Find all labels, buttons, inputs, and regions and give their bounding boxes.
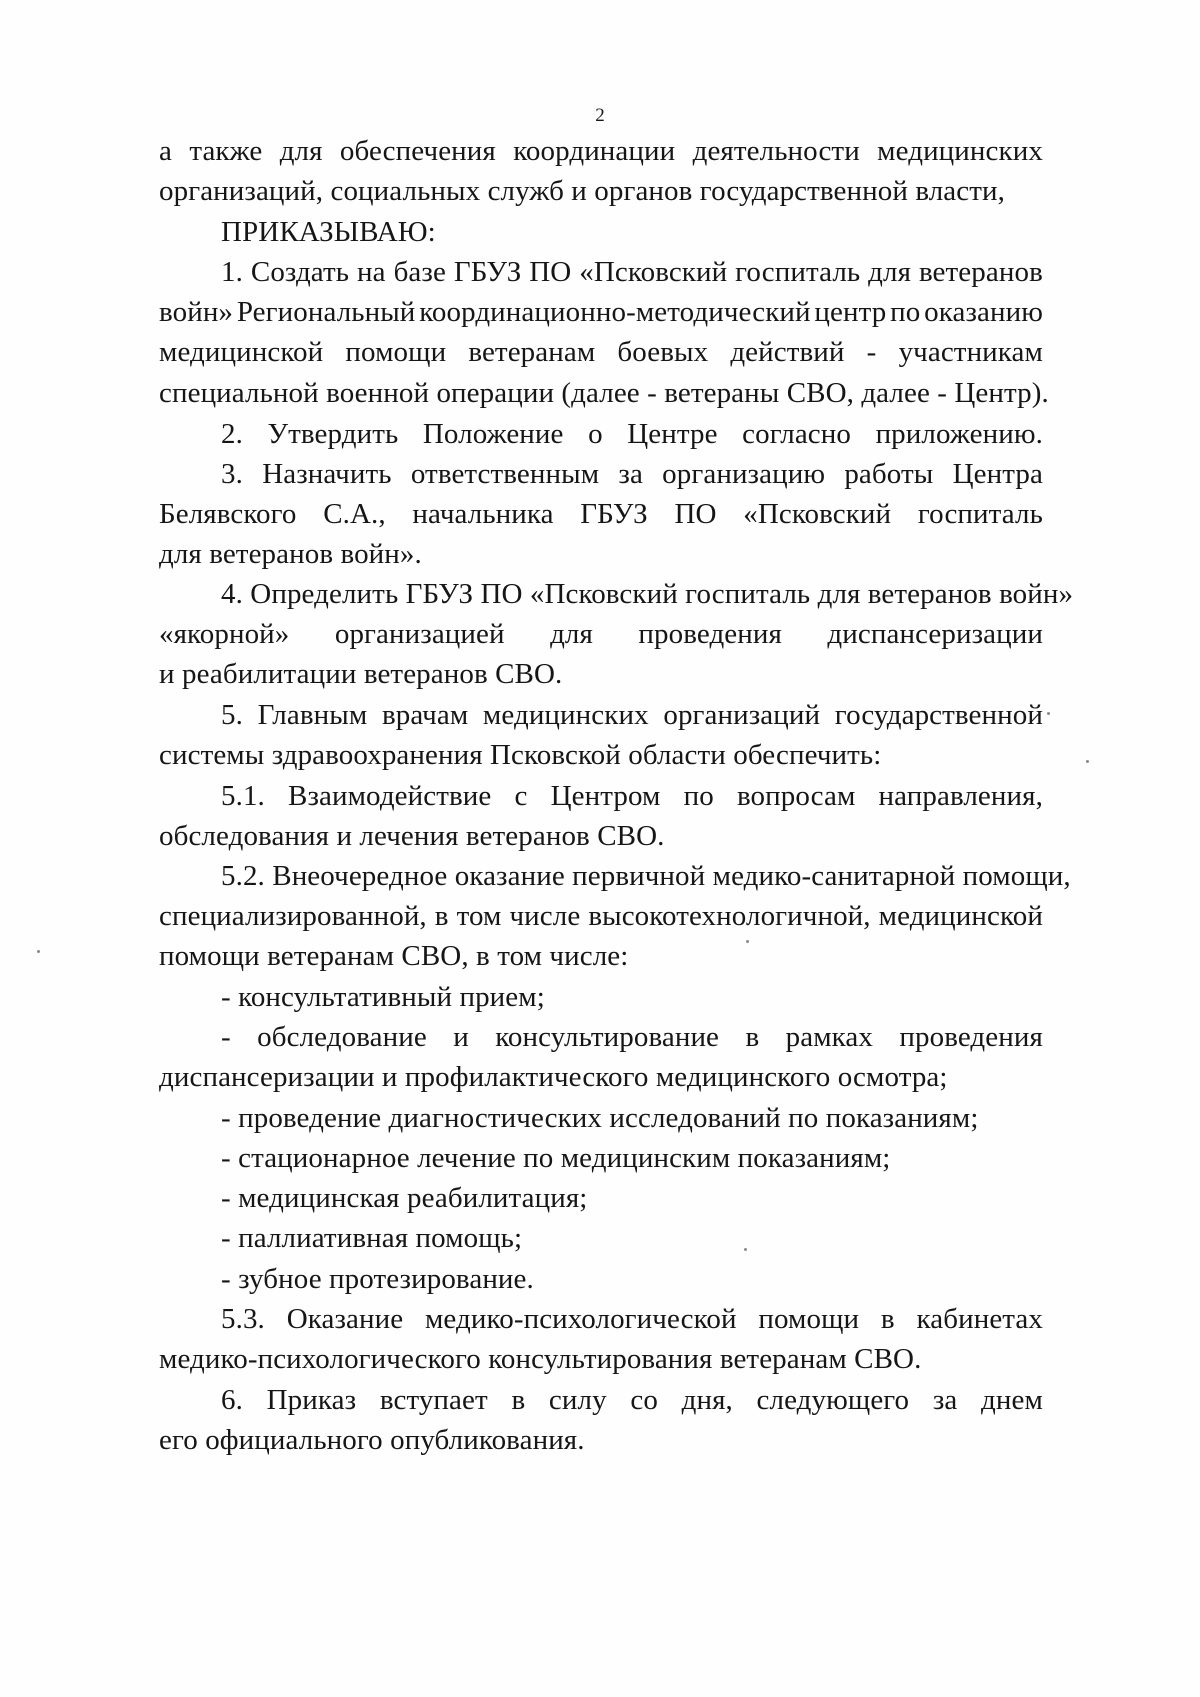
word: проведения: [638, 618, 782, 650]
word: направления,: [878, 780, 1043, 812]
word: врачам: [381, 699, 469, 731]
word: Центра: [952, 458, 1043, 490]
word: работы: [844, 458, 934, 490]
word: организаций: [663, 699, 821, 731]
word: войн»: [159, 296, 234, 328]
word: по: [890, 296, 921, 328]
list-item-consultation: - консультативный прием;: [221, 981, 545, 1013]
word: 5.3.: [221, 1303, 265, 1335]
list-item-examination-line-2: диспансеризации и профилактического медицинского осмотра;: [159, 1061, 948, 1093]
item-6-line-2: его официального опубликования.: [159, 1424, 585, 1456]
word: специализированной,: [159, 900, 427, 932]
word: госпиталь: [735, 256, 861, 288]
item-2-line-1: [221, 416, 1043, 452]
word: согласно: [742, 418, 851, 450]
word: действий: [730, 336, 845, 368]
word: за: [932, 1384, 958, 1416]
word: о: [588, 418, 603, 450]
word: координации: [513, 135, 676, 167]
scan-speck: [744, 1248, 747, 1251]
word: Создать: [250, 256, 350, 288]
item-1-line-1: [221, 254, 1043, 290]
item-1-line-2: [159, 294, 1043, 330]
word: государственной: [834, 699, 1043, 731]
item-5-2-line-3: помощи ветеранам СВО, в том числе:: [159, 940, 629, 972]
word: госпиталь: [917, 498, 1043, 530]
word: рамках: [785, 1021, 873, 1053]
list-item-rehabilitation: - медицинская реабилитация;: [221, 1182, 588, 1214]
item-4-line-1: 4. Определить ГБУЗ ПО «Псковский госпиталь для ветеранов войн»: [221, 578, 1074, 610]
word: приложению.: [875, 418, 1043, 450]
word: за: [618, 458, 643, 490]
item-3-line-1: [221, 456, 1043, 492]
item-6-line-1: [221, 1382, 1043, 1418]
word: с: [514, 780, 528, 812]
preamble-line-1: [159, 133, 1043, 169]
item-5-3-line-1: [221, 1301, 1043, 1337]
word: медицинских: [877, 135, 1043, 167]
word: деятельности: [692, 135, 860, 167]
word: обследование: [257, 1021, 427, 1053]
word: боевых: [617, 336, 709, 368]
word: вопросам: [736, 780, 856, 812]
word: помощи: [345, 336, 447, 368]
scan-speck: [1047, 712, 1050, 715]
word: для: [279, 135, 323, 167]
word: ПО: [529, 256, 572, 288]
item-5-2-line-1: 5.2. Внеочередное оказание первичной медико-санитарной помощи,: [221, 860, 1071, 892]
word: координационно-методический: [419, 296, 811, 328]
item-1-line-3: [159, 334, 1043, 370]
word: Центре: [627, 418, 718, 450]
word: дня,: [681, 1384, 733, 1416]
word: обеспечения: [339, 135, 496, 167]
word: в: [880, 1303, 895, 1335]
word: 1.: [221, 256, 243, 288]
scan-speck: [37, 950, 40, 953]
list-item-palliative: - паллиативная помощь;: [221, 1222, 523, 1254]
word: помощи: [758, 1303, 860, 1335]
word: для: [868, 256, 912, 288]
item-4-line-3: и реабилитации ветеранов СВО.: [159, 658, 563, 690]
word: диспансеризации: [827, 618, 1043, 650]
word: 5.1.: [221, 780, 265, 812]
word: медицинской: [878, 900, 1043, 932]
word: проведения: [899, 1021, 1043, 1053]
word: Утвердить: [267, 418, 399, 450]
list-item-dental: - зубное протезирование.: [221, 1263, 534, 1295]
word: «якорной»: [159, 618, 290, 650]
word: кабинетах: [916, 1303, 1043, 1335]
word: Оказание: [286, 1303, 404, 1335]
word: а: [159, 135, 172, 167]
word: Центром: [550, 780, 661, 812]
word: «Псковский: [743, 498, 892, 530]
word: и: [453, 1021, 469, 1053]
word: -: [221, 1021, 231, 1053]
item-5-line-1: [221, 697, 1043, 733]
word: со: [630, 1384, 658, 1416]
word: медико-психологической: [424, 1303, 737, 1335]
word: -: [866, 336, 877, 368]
word: следующего: [756, 1384, 910, 1416]
item-5-2-line-2: [159, 898, 1043, 934]
word: силу: [548, 1384, 607, 1416]
word: организацию: [662, 458, 826, 490]
word: консультирование: [495, 1021, 720, 1053]
word: Белявского: [159, 498, 297, 530]
word: медицинских: [482, 699, 649, 731]
list-item-examination-line-1: [221, 1019, 1043, 1055]
word: Назначить: [262, 458, 392, 490]
word: вступает: [379, 1384, 488, 1416]
word: числе: [509, 900, 581, 932]
word: высокотехнологичной,: [588, 900, 871, 932]
word: ветеранов: [918, 256, 1043, 288]
word: начальника: [412, 498, 554, 530]
word: Положение: [422, 418, 564, 450]
word: ГБУЗ: [580, 498, 648, 530]
item-3-line-2: [159, 496, 1043, 532]
word: ПО: [674, 498, 717, 530]
scan-speck: [1086, 760, 1089, 763]
word: днем: [981, 1384, 1043, 1416]
word: 2.: [221, 418, 243, 450]
word: Региональный: [236, 296, 416, 328]
word: С.А.,: [323, 498, 386, 530]
item-5-line-2: системы здравоохранения Псковской области обеспечить:: [159, 739, 882, 771]
list-item-inpatient: - стационарное лечение по медицинским показаниям;: [221, 1142, 891, 1174]
word: на: [357, 256, 386, 288]
word: Главным: [257, 699, 368, 731]
page-number: 2: [595, 105, 605, 126]
word: том: [456, 900, 502, 932]
word: для: [550, 618, 593, 650]
item-3-line-3: для ветеранов войн».: [159, 538, 422, 570]
item-5-1-line-2: обследования и лечения ветеранов СВО.: [159, 820, 665, 852]
word: в: [745, 1021, 760, 1053]
word: медицинской: [159, 336, 324, 368]
word: 3.: [221, 458, 243, 490]
item-5-1-line-1: [221, 778, 1043, 814]
word: базе: [393, 256, 446, 288]
item-5-3-line-2: медико-психологического консультирования ветеранам СВО.: [159, 1343, 922, 1375]
word: Приказ: [266, 1384, 357, 1416]
word: в: [434, 900, 449, 932]
word: организацией: [334, 618, 505, 650]
word: 5.: [221, 699, 243, 731]
word: 6.: [221, 1384, 243, 1416]
word: участникам: [898, 336, 1043, 368]
preamble-line-2: организаций, социальных служб и органов государственной власти,: [159, 175, 1005, 207]
item-1-line-4: специальной военной операции (далее - ветераны СВО, далее - Центр).: [159, 377, 1049, 409]
word: «Псковский: [579, 256, 728, 288]
word: центр: [814, 296, 887, 328]
word: по: [683, 780, 714, 812]
word: ГБУЗ: [453, 256, 522, 288]
word: в: [511, 1384, 526, 1416]
list-item-diagnostics: - проведение диагностических исследований по показаниям;: [221, 1102, 979, 1134]
scan-speck: [746, 940, 749, 943]
word: ветеранам: [468, 336, 596, 368]
word: оказанию: [924, 296, 1043, 328]
word: также: [189, 135, 263, 167]
order-heading: ПРИКАЗЫВАЮ:: [221, 216, 436, 248]
word: ответственным: [410, 458, 600, 490]
item-4-line-2: [159, 616, 1043, 652]
word: Взаимодействие: [288, 780, 492, 812]
